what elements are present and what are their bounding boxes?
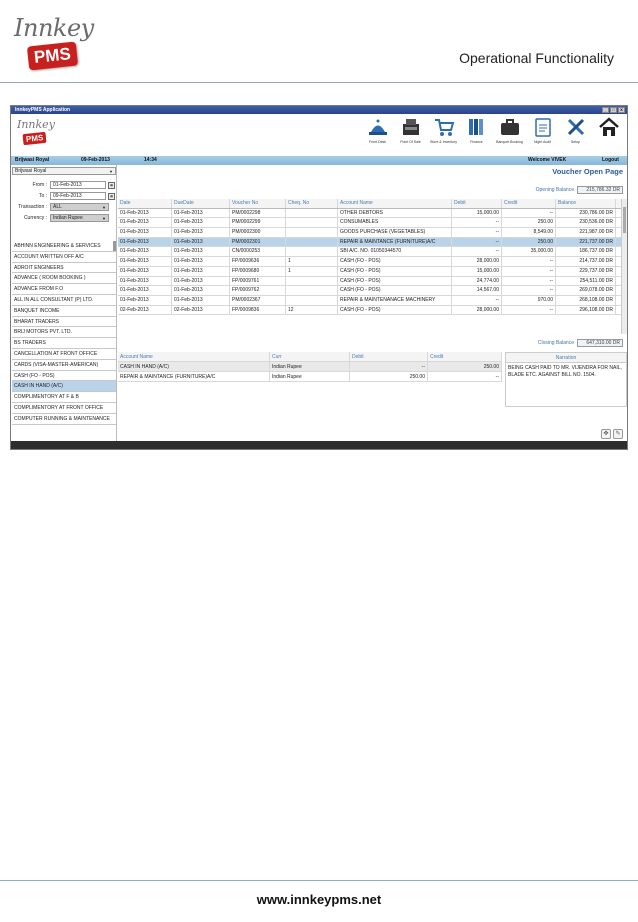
table-cell: 01-Feb-2013 <box>118 267 172 276</box>
footer-divider <box>0 880 638 881</box>
column-header[interactable]: Account Name <box>338 199 452 208</box>
table-cell: 01-Feb-2013 <box>118 247 172 256</box>
detail-grid <box>118 352 502 382</box>
table-cell: -- <box>502 209 556 218</box>
voucher-page-title: Voucher Open Page <box>552 167 623 176</box>
table-cell: CN/0000253 <box>230 247 286 256</box>
front-desk-button[interactable]: Front Desk <box>363 116 392 144</box>
table-cell: 250.00 <box>502 218 556 227</box>
account-list-item[interactable]: BRIJ MOTORS PVT. LTD. <box>12 327 116 338</box>
table-cell: 01-Feb-2013 <box>118 296 172 305</box>
table-cell: 229,737.00 DR <box>556 267 616 276</box>
table-cell: 01-Feb-2013 <box>172 296 230 305</box>
account-list-item[interactable]: COMPLIMENTORY AT FRONT OFFICE <box>12 403 116 414</box>
filter-panel <box>11 165 117 443</box>
table-cell: 24,774.00 <box>452 277 502 286</box>
table-cell: -- <box>350 362 428 371</box>
table-cell <box>286 209 338 218</box>
table-cell: CASH (FO - POS) <box>338 286 452 295</box>
account-list-item[interactable]: CASH (FO - POS) <box>12 371 116 382</box>
table-cell: -- <box>452 238 502 247</box>
narration-text: BEING CASH PAID TO MR. VIJENDRA FOR NAIL, BLADE ETC. AGAINST BILL NO. 1504. <box>508 365 622 378</box>
table-cell: PM/0002367 <box>230 296 286 305</box>
table-cell: 01-Feb-2013 <box>118 238 172 247</box>
table-row[interactable] <box>118 247 621 257</box>
opening-balance-value: 215,786.32 DR <box>577 186 623 194</box>
minimize-button[interactable]: _ <box>602 107 609 113</box>
point-of-sale-button[interactable]: Point Of Sale <box>396 116 425 144</box>
column-header[interactable]: Voucher No <box>230 199 286 208</box>
table-cell: OTHER DEBTORS <box>338 209 452 218</box>
clipboard-icon <box>532 116 554 138</box>
logo-badge: PMS <box>27 42 78 71</box>
cash-register-icon <box>400 116 422 138</box>
account-list-item[interactable]: ABHINN ENGINEERING & SERVICES <box>12 241 116 252</box>
account-list-item[interactable]: BANQUET INCOME <box>12 306 116 317</box>
table-cell: FP/0009761 <box>230 277 286 286</box>
table-cell: PM/0002300 <box>230 228 286 237</box>
night-audit-button[interactable]: Night Audit <box>528 116 557 144</box>
account-list-item[interactable]: ACCOUNT WRITTEN OFF A/C <box>12 252 116 263</box>
table-cell: -- <box>452 247 502 256</box>
table-cell: 01-Feb-2013 <box>118 209 172 218</box>
maximize-button[interactable]: □ <box>610 107 617 113</box>
table-cell: 01-Feb-2013 <box>172 267 230 276</box>
currency-label: Currency : <box>23 215 47 221</box>
table-cell: CONSUMABLES <box>338 218 452 227</box>
table-cell: Indian Rupee <box>270 372 350 381</box>
table-cell: 01-Feb-2013 <box>118 228 172 237</box>
table-cell: 14,567.00 <box>452 286 502 295</box>
table-cell: 214,737.00 DR <box>556 257 616 266</box>
table-cell: -- <box>502 277 556 286</box>
to-label: To : <box>38 193 47 199</box>
column-header[interactable]: Date <box>118 199 172 208</box>
table-cell: 1 <box>286 267 338 276</box>
column-header: Debit <box>350 352 428 361</box>
closing-balance-label: Closing Balance <box>537 340 574 346</box>
table-row[interactable] <box>118 228 621 238</box>
table-cell: REPAIR & MAINTANCE (FURNITURE)A/C <box>118 372 270 381</box>
app-logo-script: Innkey <box>17 118 55 131</box>
table-cell: 230,536.00 DR <box>556 218 616 227</box>
table-cell: 28,000.00 <box>452 257 502 266</box>
table-row[interactable] <box>118 218 621 228</box>
table-cell: 269,078.00 DR <box>556 286 616 295</box>
table-cell: CASH IN HAND (A/C) <box>118 362 270 371</box>
table-cell: 01-Feb-2013 <box>172 277 230 286</box>
table-cell: 221,987.00 DR <box>556 228 616 237</box>
books-icon <box>466 116 488 138</box>
narration-header: Narration <box>506 353 626 363</box>
table-cell: 01-Feb-2013 <box>172 218 230 227</box>
table-cell: 1 <box>286 257 338 266</box>
table-cell: 02-Feb-2013 <box>172 306 230 315</box>
app-logo-badge: PMS <box>22 132 46 145</box>
table-cell: 15,000.00 <box>452 209 502 218</box>
scrollbar[interactable] <box>113 241 116 251</box>
table-row[interactable] <box>118 209 621 219</box>
table-row[interactable] <box>118 296 621 306</box>
table-cell: -- <box>428 372 502 381</box>
table-cell: CASH (FO - POS) <box>338 257 452 266</box>
account-list-item[interactable]: BS TRADERS <box>12 338 116 349</box>
table-cell: 8,549.00 <box>502 228 556 237</box>
scroll-thumb[interactable] <box>623 207 626 233</box>
account-list-item[interactable]: ADVANCE ( ROOM BOOKING ) <box>12 273 116 284</box>
column-header: Account Name <box>118 352 270 361</box>
tools-icon <box>565 116 587 138</box>
column-header: Credit <box>428 352 502 361</box>
account-list-item[interactable]: BHARAT TRADERS <box>12 317 116 328</box>
table-cell: PM/0002299 <box>230 218 286 227</box>
currency-select[interactable]: Indian Rupee ▼ <box>50 214 109 222</box>
chevron-down-icon: ▼ <box>109 169 113 174</box>
closing-balance <box>538 339 623 347</box>
business-date: 09-Feb-2013 <box>81 157 110 163</box>
table-cell <box>286 218 338 227</box>
table-cell: 02-Feb-2013 <box>118 306 172 315</box>
table-cell: -- <box>452 228 502 237</box>
table-cell <box>286 277 338 286</box>
logout-link[interactable]: Logout <box>602 157 619 163</box>
table-cell: REPAIR & MAINTANCE (FURNITURE)A/C <box>338 238 452 247</box>
current-time: 14:34 <box>144 157 157 163</box>
table-cell: Indian Rupee <box>270 362 350 371</box>
banquet-booking-button[interactable]: Banquet Booking <box>495 116 524 144</box>
header-divider <box>0 82 638 83</box>
column-header[interactable]: Debit <box>452 199 502 208</box>
voucher-panel <box>118 165 627 443</box>
footer-url[interactable]: www.innkeypms.net <box>256 892 382 907</box>
innkey-pms-logo <box>14 14 94 78</box>
detail-row[interactable] <box>118 372 502 382</box>
briefcase-icon <box>499 116 521 138</box>
app-footer-bar <box>11 441 627 449</box>
column-header[interactable]: DueDate <box>172 199 230 208</box>
table-cell: 35,000.00 <box>502 247 556 256</box>
window-titlebar <box>11 106 627 114</box>
bell-icon <box>367 116 389 138</box>
table-cell: -- <box>452 218 502 227</box>
setup-button[interactable]: Setup <box>561 116 590 144</box>
table-row[interactable] <box>118 257 621 267</box>
chevron-down-icon: ▼ <box>102 205 106 210</box>
table-cell: 250.00 <box>502 238 556 247</box>
table-cell: 186,737.00 DR <box>556 247 616 256</box>
table-row[interactable] <box>118 286 621 296</box>
detail-header-row <box>118 352 502 362</box>
table-cell: FP/0009762 <box>230 286 286 295</box>
app-window <box>10 105 628 450</box>
table-row[interactable] <box>118 277 621 287</box>
edit-icon[interactable]: ✎ <box>613 429 623 439</box>
table-cell: 250.00 <box>350 372 428 381</box>
table-cell: REPAIR & MAINTENANACE MACHINERY <box>338 296 452 305</box>
to-date-input[interactable]: 09-Feb-2013 <box>50 192 106 200</box>
from-date-input[interactable]: 01-Feb-2013 <box>50 181 106 189</box>
table-row[interactable] <box>118 306 621 316</box>
column-header[interactable]: Cheq. No <box>286 199 338 208</box>
account-list-item[interactable]: COMPLIMENTORY AT F & B <box>12 392 116 403</box>
table-cell: 01-Feb-2013 <box>172 257 230 266</box>
account-list-item[interactable]: CANCELLATION AT FRONT OFFICE <box>12 349 116 360</box>
table-cell: -- <box>452 296 502 305</box>
table-cell: GOODS PURCHASE (VEGETABLES) <box>338 228 452 237</box>
account-list-item[interactable]: ADROIT ENGINEERS <box>12 263 116 274</box>
opening-balance-label: Opening Balance <box>535 187 574 193</box>
table-cell: 12 <box>286 306 338 315</box>
table-cell: -- <box>502 286 556 295</box>
closing-balance-value: 647,310.00 DR <box>577 339 623 347</box>
narration-box <box>505 352 627 407</box>
table-cell: 01-Feb-2013 <box>172 238 230 247</box>
table-cell: 15,000.00 <box>452 267 502 276</box>
grid-scrollbar[interactable] <box>621 199 627 334</box>
column-header[interactable]: Credit <box>502 199 556 208</box>
voucher-grid <box>118 199 621 315</box>
welcome-user: Welcome VIVEK <box>528 157 567 163</box>
module-toolbar <box>11 114 627 156</box>
table-cell: FP/0009836 <box>230 306 286 315</box>
opening-balance <box>536 186 623 194</box>
table-cell: FP/0009680 <box>230 267 286 276</box>
home-button[interactable] <box>594 116 623 144</box>
table-cell <box>286 247 338 256</box>
transaction-select[interactable]: ALL ▼ <box>50 203 109 211</box>
hotel-select[interactable]: Brijwasi Royal ▼ <box>12 167 116 175</box>
table-cell: -- <box>502 257 556 266</box>
table-cell: 01-Feb-2013 <box>118 277 172 286</box>
account-list-item[interactable]: ALL IN ALL CONSULTANT (P) LTD. <box>12 295 116 306</box>
table-cell: CASH (FO - POS) <box>338 277 452 286</box>
account-list-item[interactable]: CASH IN HAND (A/C) <box>12 381 116 392</box>
table-cell: 250.00 <box>428 362 502 371</box>
grid-header-row <box>118 199 621 209</box>
calendar-icon[interactable]: ▦ <box>108 193 115 200</box>
table-cell: 01-Feb-2013 <box>118 257 172 266</box>
status-bar <box>11 156 627 165</box>
transaction-label: Transaction : <box>18 204 47 210</box>
table-cell: 230,786.00 DR <box>556 209 616 218</box>
page-title: Operational Functionality <box>459 50 614 66</box>
from-label: From : <box>32 182 47 188</box>
app-logo <box>15 116 55 154</box>
account-list-item[interactable]: CARDS (VISA-MASTER-AMERICAN) <box>12 360 116 371</box>
table-cell: -- <box>502 267 556 276</box>
table-cell: 221,737.00 DR <box>556 238 616 247</box>
table-cell <box>286 228 338 237</box>
table-cell: 28,000.00 <box>452 306 502 315</box>
store-inventory-button[interactable]: Store & Inventory <box>429 116 458 144</box>
detail-row[interactable] <box>118 362 502 372</box>
table-cell: 01-Feb-2013 <box>118 218 172 227</box>
table-cell: PM/0002301 <box>230 238 286 247</box>
table-row[interactable] <box>118 238 621 248</box>
table-cell: -- <box>502 306 556 315</box>
window-controls <box>602 107 625 113</box>
table-cell: CASH (FO - POS) <box>338 306 452 315</box>
table-cell: 01-Feb-2013 <box>172 286 230 295</box>
table-cell: 254,511.00 DR <box>556 277 616 286</box>
chevron-down-icon: ▼ <box>102 216 106 221</box>
table-cell <box>286 286 338 295</box>
table-cell: SBI A/C. NO. 01050344570 <box>338 247 452 256</box>
table-cell: 01-Feb-2013 <box>172 247 230 256</box>
table-row[interactable] <box>118 267 621 277</box>
column-header[interactable]: Balance <box>556 199 616 208</box>
table-cell: 01-Feb-2013 <box>172 209 230 218</box>
calendar-icon[interactable]: ▦ <box>108 182 115 189</box>
voucher-detail <box>118 352 627 443</box>
table-cell: 01-Feb-2013 <box>118 286 172 295</box>
account-list-item[interactable]: COMPUTER RUNNING & MAINTENANCE <box>12 414 116 425</box>
finance-button[interactable]: Finance <box>462 116 491 144</box>
table-cell: 970.00 <box>502 296 556 305</box>
cart-icon <box>433 116 455 138</box>
table-cell: PM/0002298 <box>230 209 286 218</box>
account-list <box>12 241 116 443</box>
close-button[interactable]: X <box>618 107 625 113</box>
home-icon <box>598 116 620 138</box>
table-cell: 01-Feb-2013 <box>172 228 230 237</box>
table-cell: 268,108.00 DR <box>556 296 616 305</box>
table-cell: 296,108.00 DR <box>556 306 616 315</box>
column-header: Curr <box>270 352 350 361</box>
table-cell <box>286 238 338 247</box>
table-cell <box>286 296 338 305</box>
hotel-name: Brijwasi Royal <box>15 157 50 163</box>
table-cell: FP/0009636 <box>230 257 286 266</box>
account-list-item[interactable]: ADVANCE FROM F.O <box>12 284 116 295</box>
window-title: InnkeyPMS Application <box>15 107 71 113</box>
table-cell: CASH (FO - POS) <box>338 267 452 276</box>
logo-script-text: Innkey <box>14 14 94 42</box>
add-icon[interactable]: ✥ <box>601 429 611 439</box>
